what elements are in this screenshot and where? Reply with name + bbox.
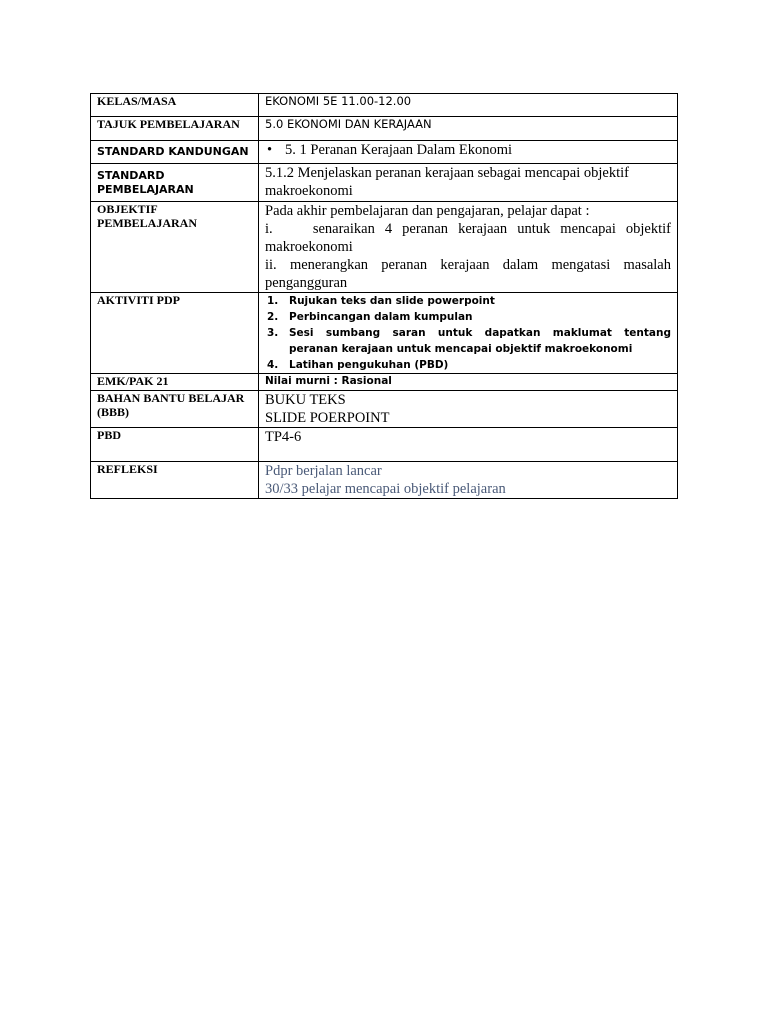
- label-bbb: BAHAN BANTU BELAJAR (BBB): [91, 391, 259, 428]
- refleksi-line-2: 30/33 pelajar mencapai objektif pelajaran: [265, 481, 506, 497]
- objektif-intro: Pada akhir pembelajaran dan pengajaran, pelajar dapat :: [265, 203, 590, 219]
- row-standard-pembelajaran: [91, 164, 678, 202]
- bullet-marker: •: [267, 142, 273, 158]
- list-item-number: 4.: [267, 359, 279, 371]
- list-item: [265, 357, 671, 373]
- standard-kandungan-text: 5. 1 Peranan Kerajaan Dalam Ekonomi: [285, 142, 513, 158]
- row-tajuk: [91, 117, 678, 141]
- objektif-item-1: [265, 220, 671, 256]
- value-standard-kandungan: [259, 141, 678, 164]
- bbb-line-1: BUKU TEKS: [265, 392, 346, 408]
- row-aktiviti: [91, 293, 678, 374]
- row-bbb: [91, 391, 678, 428]
- row-pbd: [91, 428, 678, 462]
- objektif-item-1-marker: i.: [265, 221, 273, 237]
- row-emk: [91, 374, 678, 391]
- objektif-item-2-text: menerangkan peranan kerajaan dalam mengatasi masalah pengangguran: [265, 257, 671, 291]
- row-refleksi: [91, 462, 678, 499]
- lesson-plan-table: [90, 93, 678, 499]
- list-item-text: Perbincangan dalam kumpulan: [289, 311, 473, 323]
- label-aktiviti: AKTIVITI PDP: [91, 293, 259, 374]
- value-standard-pembelajaran: 5.1.2 Menjelaskan peranan kerajaan sebagai mencapai objektif makroekonomi: [259, 164, 678, 202]
- row-objektif: [91, 202, 678, 293]
- objektif-item-2: [265, 256, 671, 292]
- label-kelas-masa: KELAS/MASA: [91, 94, 259, 117]
- value-bbb: [259, 391, 678, 428]
- aktiviti-list: [265, 293, 671, 373]
- list-item-text: Sesi sumbang saran untuk dapatkan maklumat tentang peranan kerajaan untuk mencapai objektif makroekonomi: [289, 327, 671, 355]
- label-standard-pembelajaran: STANDARD PEMBELAJARAN: [91, 164, 259, 202]
- list-item: [265, 309, 671, 325]
- value-kelas-masa: EKONOMI 5E 11.00-12.00: [259, 94, 678, 117]
- row-standard-kandungan: [91, 141, 678, 164]
- objektif-item-1-text: senaraikan 4 peranan kerajaan untuk mencapai objektif makroekonomi: [265, 221, 671, 255]
- value-refleksi: [259, 462, 678, 499]
- label-standard-kandungan: STANDARD KANDUNGAN: [91, 141, 259, 164]
- value-aktiviti: [259, 293, 678, 374]
- list-item-text: Rujukan teks dan slide powerpoint: [289, 295, 495, 307]
- value-emk: Nilai murni : Rasional: [259, 374, 678, 391]
- label-refleksi: REFLEKSI: [91, 462, 259, 499]
- label-objektif: OBJEKTIF PEMBELAJARAN: [91, 202, 259, 293]
- label-emk: EMK/PAK 21: [91, 374, 259, 391]
- value-tajuk: 5.0 EKONOMI DAN KERAJAAN: [259, 117, 678, 141]
- list-item: [265, 293, 671, 309]
- value-objektif: [259, 202, 678, 293]
- value-pbd: TP4-6: [259, 428, 678, 462]
- list-item: [265, 325, 671, 357]
- row-kelas-masa: [91, 94, 678, 117]
- bbb-line-2: SLIDE POERPOINT: [265, 410, 390, 426]
- list-item-number: 1.: [267, 295, 279, 307]
- label-pbd: PBD: [91, 428, 259, 462]
- list-item-number: 3.: [267, 327, 279, 339]
- list-item-text: Latihan pengukuhan (PBD): [289, 359, 449, 371]
- refleksi-line-1: Pdpr berjalan lancar: [265, 463, 382, 479]
- objektif-item-2-marker: ii.: [265, 257, 277, 273]
- label-tajuk: TAJUK PEMBELAJARAN: [91, 117, 259, 141]
- list-item-number: 2.: [267, 311, 279, 323]
